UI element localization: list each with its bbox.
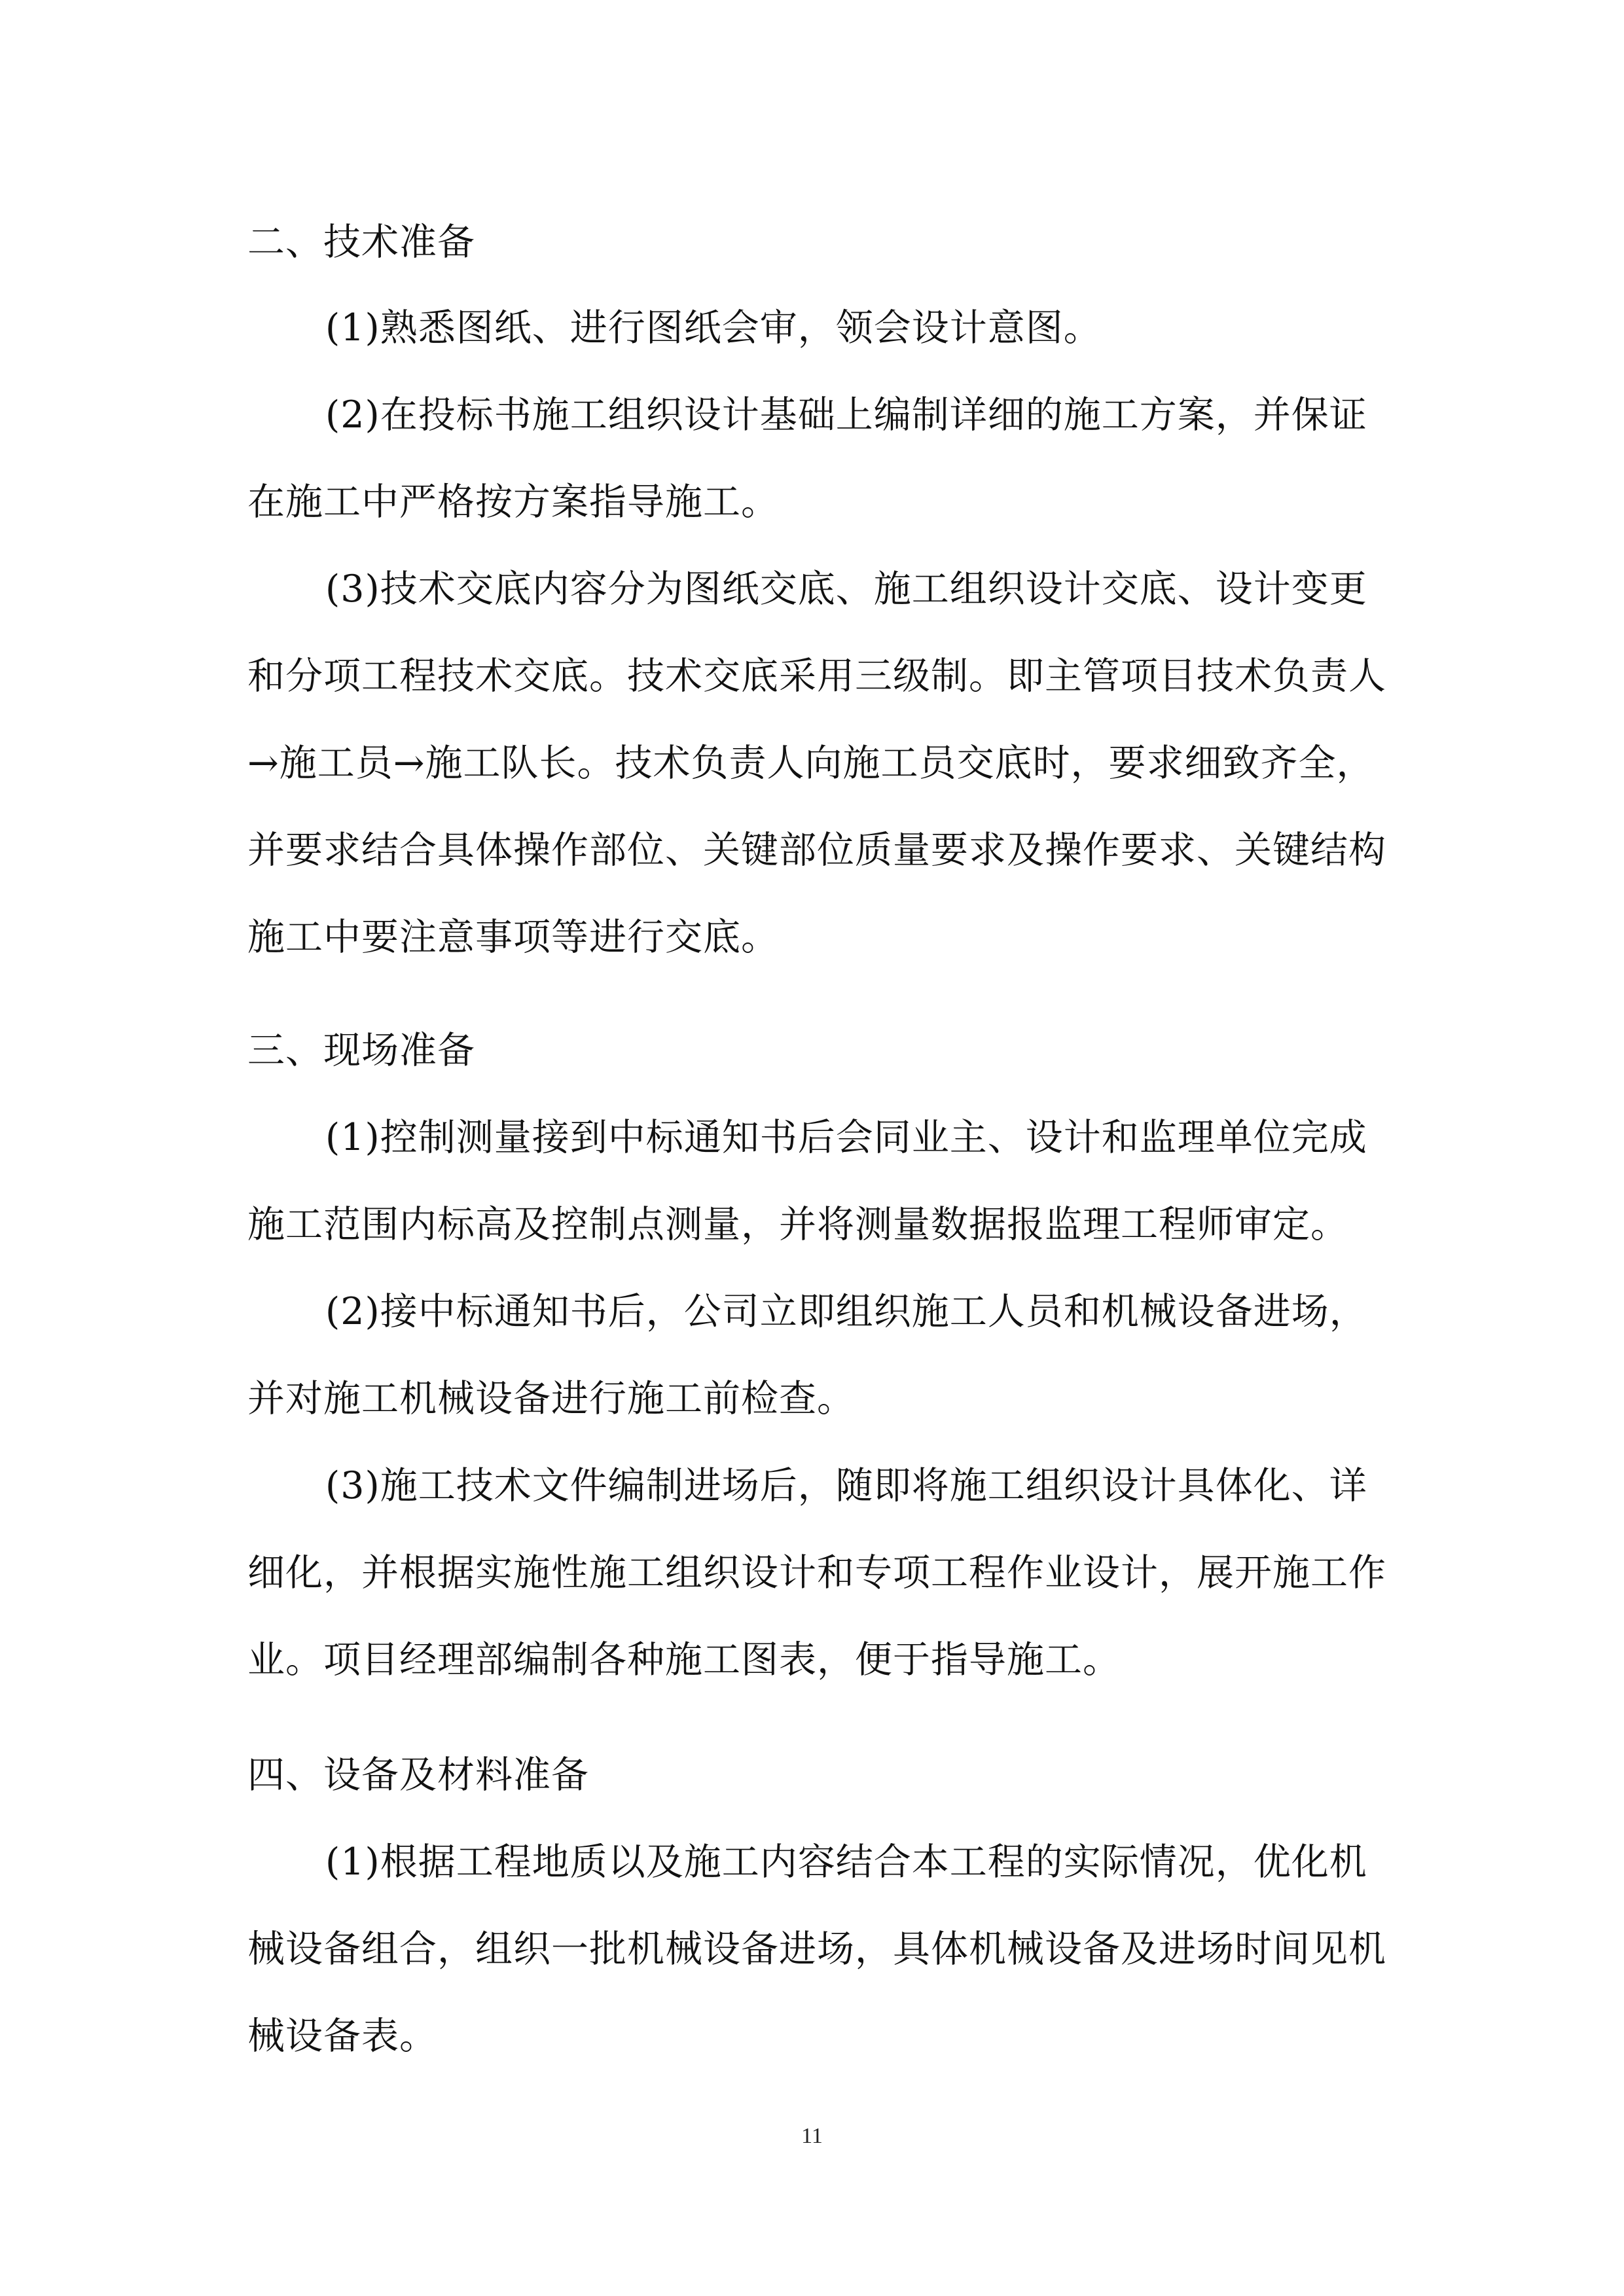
paragraph-line: (2)接中标通知书后，公司立即组织施工人员和机械设备进场， [325,1290,1367,1333]
paragraph-line: 械设备组合，组织一批机械设备进场，具体机械设备及进场时间见机 [247,1928,1386,1971]
paragraph-line: 和分项工程技术交底。技术交底采用三级制。即主管项目技术负责人 [247,655,1386,698]
paragraph-line: 施工范围内标高及控制点测量，并将测量数据报监理工程师审定。 [247,1203,1348,1246]
paragraph-line: (1)根据工程地质以及施工内容结合本工程的实际情况，优化机 [325,1840,1367,1884]
section-heading-technical-preparation: 二、技术准备 [247,221,475,264]
paragraph-line: 并对施工机械设备进行施工前检查。 [247,1377,855,1420]
paragraph-line: (3)施工技术文件编制进场后，随即将施工组织设计具体化、详 [325,1464,1367,1507]
section-heading-equipment-materials: 四、设备及材料准备 [247,1753,589,1797]
paragraph-line: (3)技术交底内容分为图纸交底、施工组织设计交底、设计变更 [325,567,1367,611]
paragraph-line: →施工员→施工队长。技术负责人向施工员交底时，要求细致齐全， [247,742,1375,785]
paragraph-line: 施工中要注意事项等进行交底。 [247,916,779,959]
paragraph-line: (2)在投标书施工组织设计基础上编制详细的施工方案，并保证 [325,393,1367,437]
page-number: 11 [801,2124,823,2148]
paragraph-line: (1)控制测量接到中标通知书后会同业主、设计和监理单位完成 [325,1116,1367,1159]
section-heading-site-preparation: 三、现场准备 [247,1029,475,1072]
paragraph-line: 细化，并根据实施性施工组织设计和专项工程作业设计，展开施工作 [247,1551,1386,1594]
paragraph-line: 械设备表。 [247,2015,437,2058]
paragraph-line: 业。项目经理部编制各种施工图表，便于指导施工。 [247,1638,1121,1681]
paragraph-line: 并要求结合具体操作部位、关键部位质量要求及操作要求、关键结构 [247,829,1386,872]
paragraph-line: (1)熟悉图纸、进行图纸会审，领会设计意图。 [325,306,1102,350]
paragraph-line: 在施工中严格按方案指导施工。 [247,480,779,524]
